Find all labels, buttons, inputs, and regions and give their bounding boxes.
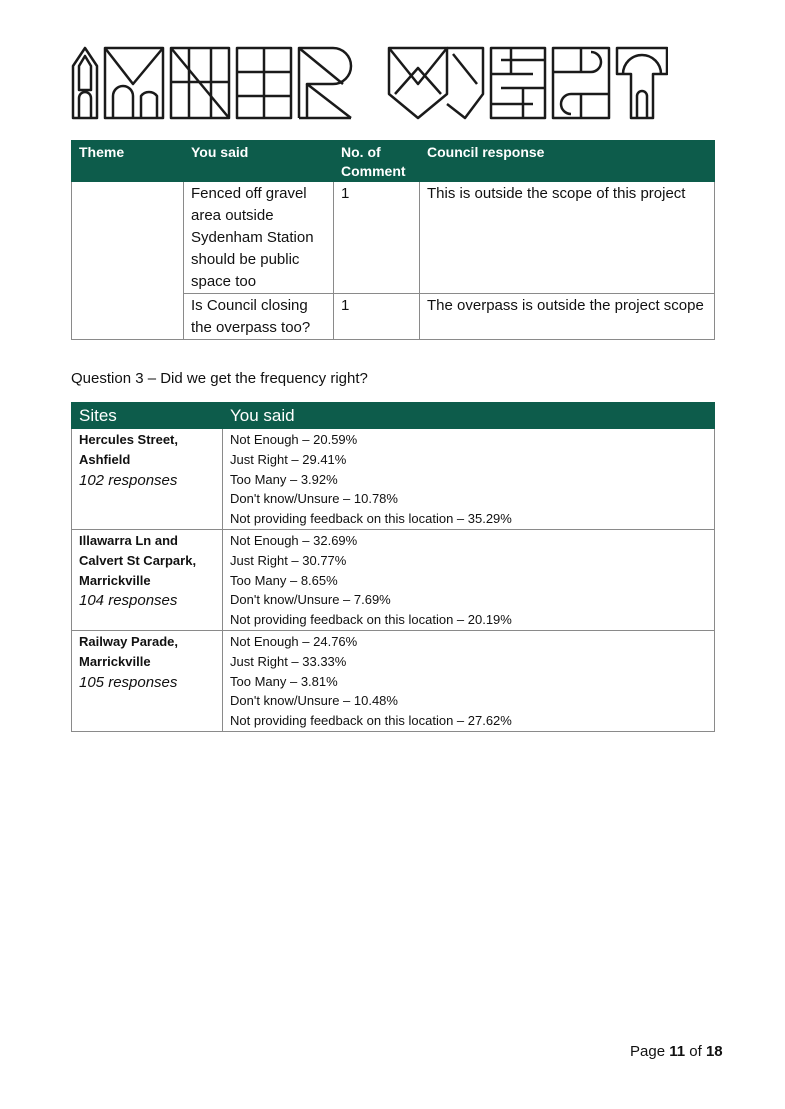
- option-not-enough: Not Enough – 24.76%: [230, 633, 358, 649]
- council-response-cell: This is outside the scope of this project: [420, 182, 715, 294]
- option-unsure: Don't know/Unsure – 10.78%: [230, 491, 398, 507]
- response-count: 105 responses: [79, 673, 178, 691]
- table-row: [72, 529, 715, 630]
- site-name: Hercules Street, Ashfield: [79, 432, 178, 467]
- of-label: of: [689, 1043, 702, 1060]
- site-name: Railway Parade, Marrickville: [79, 633, 178, 669]
- total-pages: 18: [705, 1043, 723, 1060]
- header-you-said: You said: [223, 403, 715, 429]
- option-unsure: Don't know/Unsure – 7.69%: [230, 592, 391, 608]
- site-cell: [72, 429, 223, 530]
- response-count: 102 responses: [79, 471, 178, 489]
- option-not-enough: Not Enough – 20.59%: [230, 432, 358, 447]
- comment-count-cell: 1: [334, 294, 420, 340]
- table-row: [72, 630, 715, 731]
- header-council-response: Council response: [420, 141, 715, 182]
- option-no-feedback: Not providing feedback on this location – 27.62%: [230, 713, 512, 729]
- header-no-of-comment: No. of Comment: [334, 141, 420, 182]
- option-too-many: Too Many – 3.81%: [230, 673, 338, 689]
- council-response-cell: The overpass is outside the project scope: [420, 294, 715, 340]
- feedback-cell: [223, 630, 715, 731]
- header-sites: Sites: [72, 403, 223, 429]
- feedback-cell: [223, 429, 715, 530]
- current-page: 11: [669, 1043, 686, 1060]
- header-theme: Theme: [72, 141, 184, 182]
- response-count: 104 responses: [79, 592, 178, 610]
- page-number: [630, 1043, 723, 1060]
- option-too-many: Too Many – 3.92%: [230, 471, 338, 487]
- option-unsure: Don't know/Unsure – 10.48%: [230, 693, 398, 709]
- site-name: Illawarra Ln and Calvert St Carpark, Marrickville: [79, 532, 197, 588]
- table-header-row: [72, 141, 715, 182]
- header-you-said: You said: [184, 141, 334, 182]
- option-just-right: Just Right – 30.77%: [230, 552, 347, 568]
- option-not-enough: Not Enough – 32.69%: [230, 532, 358, 548]
- table-header-row: [72, 403, 715, 429]
- option-no-feedback: Not providing feedback on this location – 20.19%: [230, 612, 512, 628]
- option-just-right: Just Right – 33.33%: [230, 653, 347, 669]
- table-row: [72, 429, 715, 530]
- site-cell: [72, 630, 223, 731]
- question-heading: Question 3 – Did we get the frequency right?: [71, 370, 368, 387]
- site-cell: [72, 529, 223, 630]
- table-row: [72, 182, 715, 294]
- you-said-cell: Fenced off gravel area outside Sydenham Station should be public space too: [184, 182, 334, 294]
- option-just-right: Just Right – 29.41%: [230, 451, 347, 467]
- frequency-table: [71, 402, 715, 732]
- option-no-feedback: Not providing feedback on this location – 35.29%: [230, 511, 512, 527]
- comments-table: [71, 140, 715, 340]
- option-too-many: Too Many – 8.65%: [230, 572, 338, 588]
- comment-count-cell: 1: [334, 182, 420, 294]
- theme-cell: [72, 182, 184, 340]
- inner-west-logo: [71, 44, 668, 120]
- page-label: Page: [630, 1043, 666, 1060]
- feedback-cell: [223, 529, 715, 630]
- you-said-cell: Is Council closing the overpass too?: [184, 294, 334, 340]
